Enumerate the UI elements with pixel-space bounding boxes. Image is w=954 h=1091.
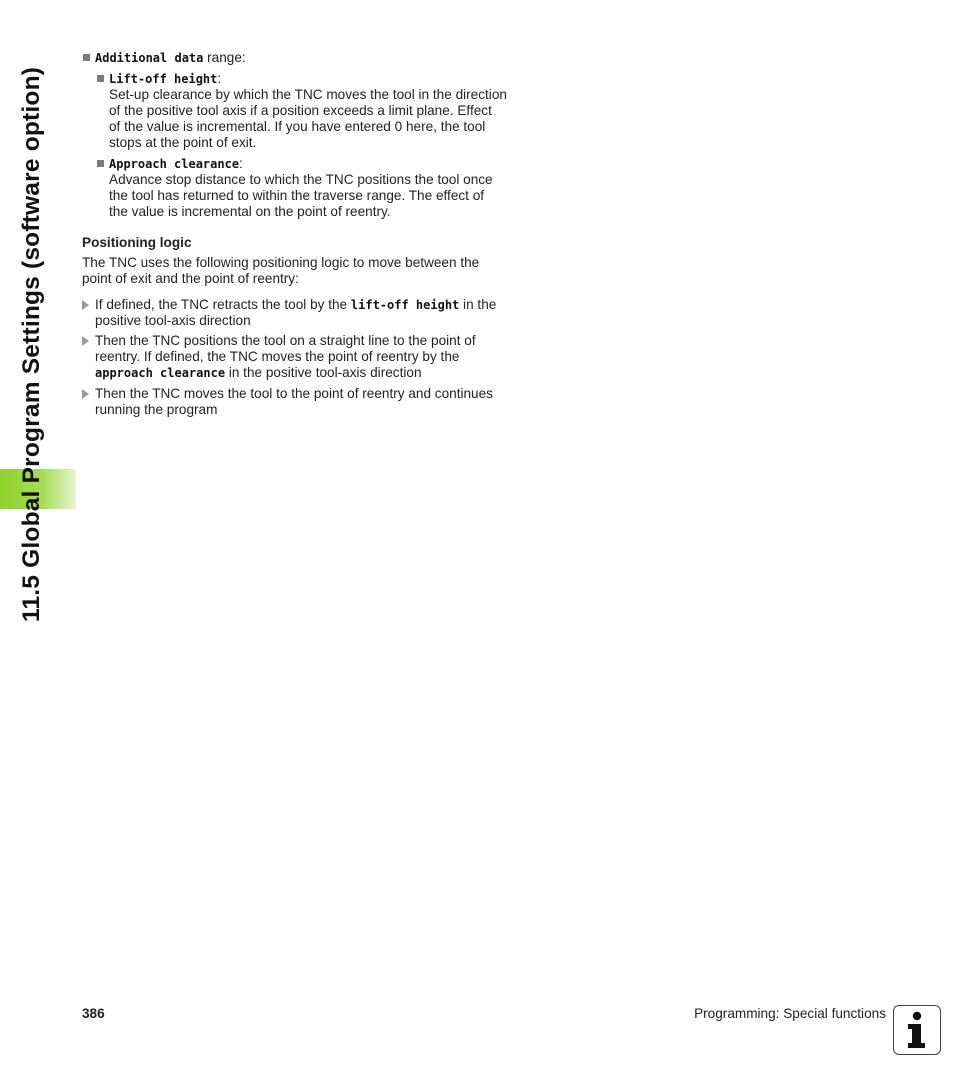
approach-clearance-suffix: :	[239, 156, 243, 171]
chapter-title: 11.5 Global Program Settings (software option)	[18, 66, 45, 622]
triangle-arrow-icon	[82, 389, 89, 399]
list-item-lift-off-height	[82, 71, 527, 151]
approach-line: the tool has returned to within the traverse range. The effect of	[109, 188, 485, 203]
step-text: Then the TNC moves the tool to the point of reentry and continues	[95, 386, 493, 401]
triangle-arrow-icon	[82, 300, 89, 310]
lift-off-height-suffix: :	[217, 71, 222, 86]
lift-off-line: Set-up clearance by which the TNC moves the tool in the direction	[109, 87, 507, 102]
main-content	[82, 50, 527, 418]
intro-line: The TNC uses the following positioning logic to move between the	[82, 255, 480, 270]
triangle-arrow-icon	[82, 336, 89, 346]
step-text: If defined, the TNC retracts the tool by the	[95, 297, 351, 312]
additional-data-label: Additional data	[95, 51, 204, 65]
step-text: in the	[459, 297, 497, 312]
square-bullet-icon	[97, 160, 104, 167]
step-text: reentry. If defined, the TNC moves the point of reentry by the	[95, 349, 460, 364]
step-code: approach clearance	[95, 366, 226, 380]
step-text: running the program	[95, 402, 218, 417]
approach-line: Advance stop distance to which the TNC positions the tool once	[109, 172, 493, 187]
step-text: in the positive tool-axis direction	[225, 365, 422, 380]
list-item-additional-data	[82, 50, 527, 66]
intro-line: point of exit and the point of reentry:	[82, 271, 299, 286]
square-bullet-icon	[83, 54, 90, 61]
list-item-approach-clearance	[82, 156, 527, 220]
step-item	[82, 333, 527, 381]
additional-data-suffix: range:	[203, 50, 246, 65]
step-item	[82, 297, 527, 329]
step-code: lift-off height	[350, 298, 460, 312]
lift-off-line: of the value is incremental. If you have entered 0 here, the tool	[109, 119, 486, 134]
lift-off-height-label: Lift-off height	[109, 72, 218, 86]
approach-clearance-label: Approach clearance	[109, 157, 240, 171]
lift-off-line: of the positive tool axis if a position exceeds a limit plane. Effect	[109, 103, 492, 118]
section-heading: Positioning logic	[82, 235, 192, 250]
step-item	[82, 386, 527, 418]
square-bullet-icon	[97, 75, 104, 82]
lift-off-line: stops at the point of exit.	[109, 135, 257, 150]
info-icon	[893, 1005, 941, 1055]
footer-chapter: Programming: Special functions	[694, 1006, 886, 1021]
step-text: positive tool-axis direction	[95, 313, 251, 328]
step-text: Then the TNC positions the tool on a straight line to the point of	[95, 333, 476, 348]
intro-paragraph	[82, 255, 527, 287]
page-number: 386	[82, 1006, 105, 1021]
approach-line: the value is incremental on the point of reentry.	[109, 204, 391, 219]
